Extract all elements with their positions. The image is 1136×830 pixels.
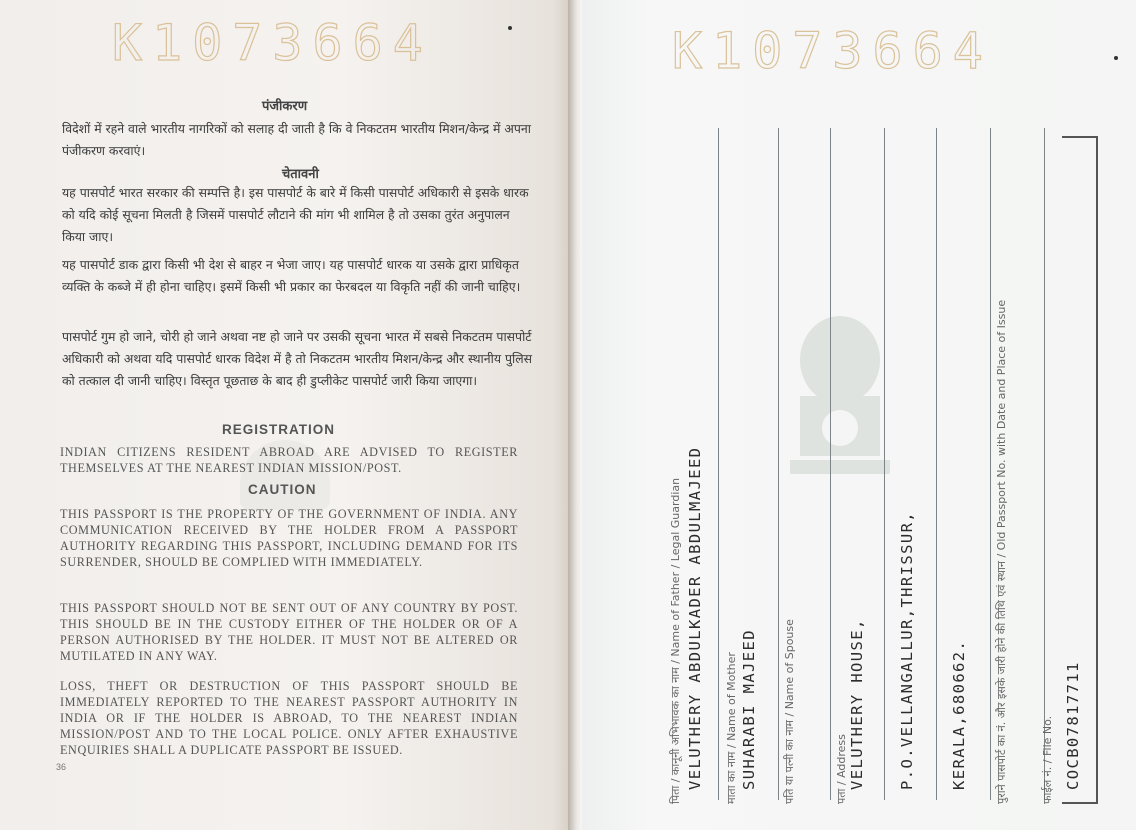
file-number-label: फाईल नं. / File No. <box>1041 715 1054 804</box>
registration-text: INDIAN CITIZENS RESIDENT ABROAD ARE ADVISED TO REGISTER THEMSELVES AT THE NEAREST INDIAN MISSION/POST. <box>60 445 518 475</box>
perforated-passport-number: K1073664 <box>672 22 993 80</box>
field-rule <box>936 128 937 800</box>
caution-heading: CAUTION <box>248 482 317 497</box>
file-number-value: COCB07817711 <box>1064 661 1082 790</box>
field-rule <box>990 128 991 800</box>
hindi-registration-text: विदेशों में रहने वाले भारतीय नागरिकों को सलाह दी जाती है कि वे निकटतम भारतीय मिशन/केन्द्र में अपना पंजीकरण करवाएं। <box>62 121 531 158</box>
address-label: पता / Address <box>835 734 848 804</box>
mother-name-value: SUHARABI MAJEED <box>740 629 758 790</box>
registration-heading: REGISTRATION <box>222 422 335 437</box>
address-line-3: KERALA,680662. <box>950 639 968 790</box>
mother-name-label: माता का नाम / Name of Mother <box>725 652 738 804</box>
father-name-label: पिता / कानूनी अभिभावक का नाम / Name of Father / Legal Guardian <box>669 477 682 804</box>
ink-dot <box>508 26 512 30</box>
hindi-registration-heading: पंजीकरण <box>262 99 308 114</box>
field-rule <box>718 128 719 800</box>
hindi-caution-para-1: यह पासपोर्ट भारत सरकार की सम्पत्ति है। इस पासपोर्ट के बारे में किसी पासपोर्ट अधिकारी से इसके धारक को यदि कोई सूचना मिलती है जिसमें पासपोर्ट लौटाने की मांग भी शामिल है तो उसका तुरंत अनुपालन किया जाए। <box>62 185 529 244</box>
hindi-caution-heading: चेतावनी <box>282 167 319 182</box>
caution-para-1: THIS PASSPORT IS THE PROPERTY OF THE GOVERNMENT OF INDIA. ANY COMMUNICATION RECEIVED BY THE HOLDER FROM A PASSPORT AUTHORITY REGARDING THIS PASSPORT, INCLUDING DEMAND FOR ITS SURRENDER, SHOULD BE COMPLIED WITH IMMEDIATELY. <box>60 507 518 569</box>
national-emblem-watermark <box>770 300 910 510</box>
caution-para-2: THIS PASSPORT SHOULD NOT BE SENT OUT OF ANY COUNTRY BY POST. THIS SHOULD BE IN THE CUSTODY EITHER OF THE HOLDER OR OF A PERSON AUTHORISED BY THE HOLDER. IT MUST NOT BE ALTERED OR MUTILATED IN ANY WAY. <box>60 601 518 663</box>
address-line-1: VELUTHERY HOUSE, <box>848 618 866 790</box>
field-rule <box>1044 128 1045 800</box>
field-rule <box>778 128 779 800</box>
father-name-value: VELUTHERY ABDULKADER ABDULMAJEED <box>686 446 704 790</box>
old-passport-label: पुराने पासपोर्ट का नं. और इसके जारी होने की तिथि एवं स्थान / Old Passport No. with Date and Place of Issue <box>995 299 1008 804</box>
hindi-caution-para-2: यह पासपोर्ट डाक द्वारा किसी भी देश से बाहर न भेजा जाए। यह पासपोर्ट धारक या उसके द्वारा प्राधिकृत व्यक्ति के कब्जे में ही होना चाहिए। इसमें किसी भी प्रकार का फेरबदल या विकृति नहीं की जानी चाहिए। <box>62 257 521 294</box>
spouse-name-label: पति या पत्नी का नाम / Name of Spouse <box>783 619 796 804</box>
field-rule <box>884 128 885 800</box>
address-line-2: P.O.VELLANGALLUR,THRISSUR, <box>898 510 916 790</box>
perforated-passport-number: K1073664 <box>112 14 433 72</box>
book-gutter <box>568 0 582 830</box>
ink-dot <box>1114 56 1118 60</box>
hindi-caution-para-3: पासपोर्ट गुम हो जाने, चोरी हो जाने अथवा नष्ट हो जाने पर उसकी सूचना भारत में सबसे निकटतम पासपोर्ट अधिकारी को अथवा यदि पासपोर्ट धारक विदेश में है तो निकटतम भारतीय मिशन/केन्द्र और स्थानीय पुलिस को तत्काल दी जानी चाहिए। विस्तृत पूछताछ के बाद ही डुप्लीकेट पासपोर्ट जारी किया जाएगा। <box>62 329 532 388</box>
page-number: 36 <box>56 762 67 772</box>
field-rule <box>830 128 831 800</box>
caution-para-3: LOSS, THEFT OR DESTRUCTION OF THIS PASSPORT SHOULD BE IMMEDIATELY REPORTED TO THE NEAREST PASSPORT AUTHORITY IN INDIA OR IF THE HOLDER IS ABROAD, TO THE NEAREST INDIAN MISSION/POST AND TO THE LOCAL POLICE. ONLY AFTER EXHAUSTIVE ENQUIRIES SHALL A DUPLICATE PASSPORT BE ISSUED. <box>60 679 518 757</box>
file-number-bracket <box>1062 136 1098 804</box>
